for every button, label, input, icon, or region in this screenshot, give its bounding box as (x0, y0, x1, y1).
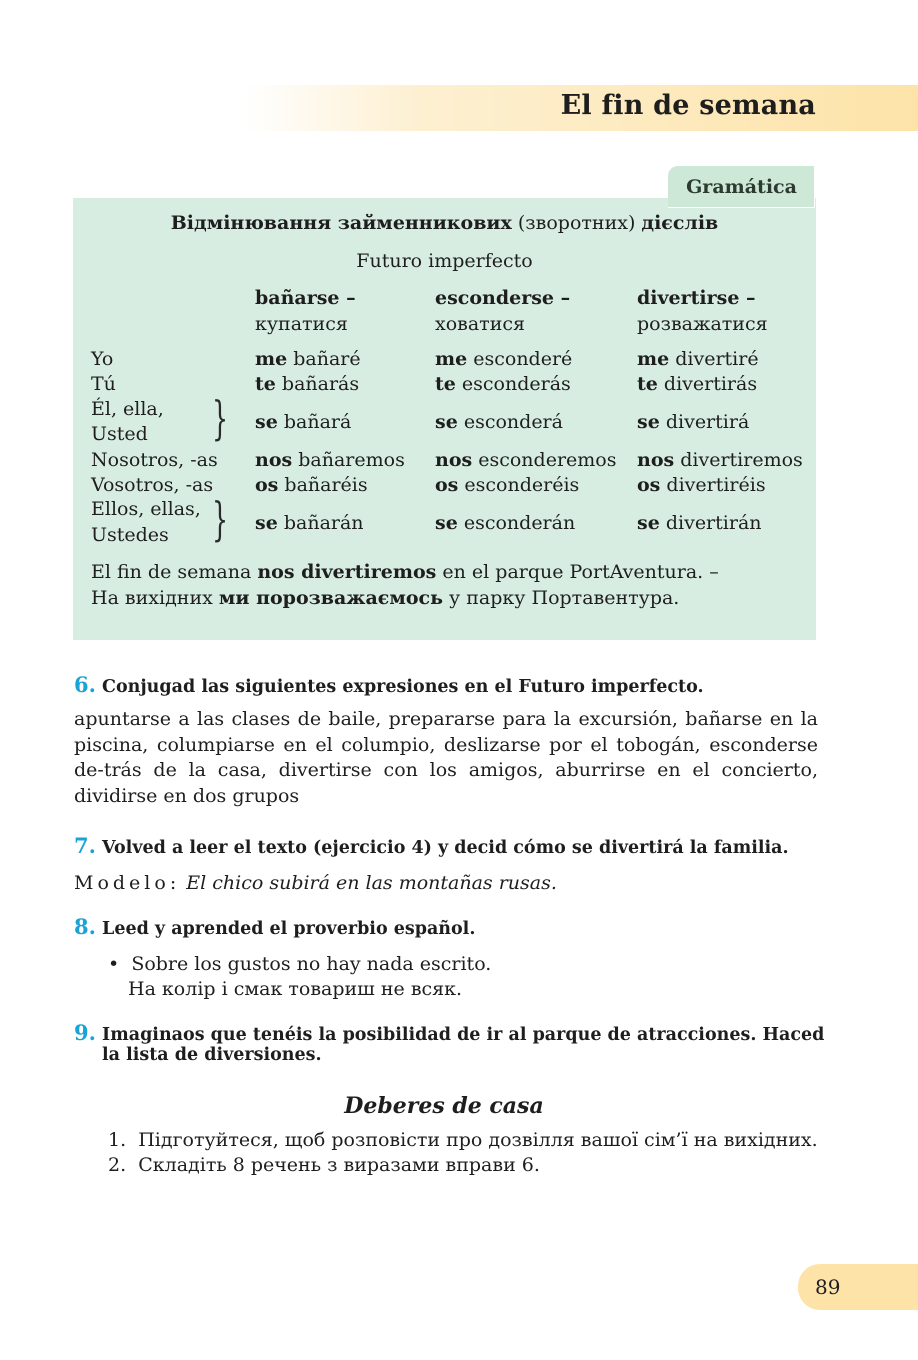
model-text: El chico subirá en las montañas rusas. (186, 872, 557, 894)
verb-form: divertiréis (666, 474, 766, 496)
reflexive-pronoun: nos (435, 449, 473, 471)
conjugation-cell (435, 512, 575, 534)
reflexive-pronoun: os (255, 474, 279, 496)
verb-translation: купатися (255, 313, 348, 335)
reflexive-pronoun: se (435, 512, 458, 534)
conjugation-cell (255, 411, 351, 433)
pronoun: Vosotros, -as (91, 474, 214, 496)
verb-header: bañarse – (255, 287, 356, 309)
example-sentence (91, 559, 719, 611)
verb-header: divertirse – (637, 287, 756, 309)
conjugation-cell (637, 411, 749, 433)
chapter-title: El fin de semana (560, 90, 816, 121)
verb-form: esconderás (461, 373, 571, 395)
pronoun: Nosotros, -as (91, 449, 218, 471)
reflexive-pronoun: se (255, 512, 278, 534)
conjugation-cell (255, 474, 368, 496)
pronoun: Ellos, ellas, (91, 498, 201, 520)
reflexive-pronoun: se (637, 512, 660, 534)
item-text: Складіть 8 речень з виразами вправи 6. (138, 1154, 540, 1176)
conjugation-cell (435, 373, 571, 395)
conjugation-cell (637, 474, 766, 496)
conjugation-cell (255, 373, 359, 395)
verb-form: bañarás (281, 373, 360, 395)
reflexive-pronoun: os (637, 474, 661, 496)
task-number: 9. (74, 1020, 96, 1045)
example-ukrainian (91, 585, 719, 611)
task-8-heading (74, 914, 475, 939)
verb-form: bañará (283, 411, 352, 433)
verb-form: esconderán (463, 512, 576, 534)
reflexive-pronoun: me (435, 348, 468, 370)
reflexive-pronoun: me (255, 348, 288, 370)
grammar-tab: Gramática (668, 166, 815, 208)
reflexive-pronoun: os (435, 474, 459, 496)
grammar-title (73, 212, 816, 234)
pronoun: Yo (91, 348, 114, 370)
conjugation-cell (255, 512, 364, 534)
grammar-box (73, 198, 816, 640)
pronoun: Usted (91, 423, 148, 445)
conjugation-cell (435, 348, 572, 370)
reflexive-pronoun: te (435, 373, 456, 395)
verb-form: divertirás (663, 373, 758, 395)
homework-item (108, 1128, 818, 1153)
item-number: 2. (108, 1154, 127, 1176)
task-number: 7. (74, 833, 96, 858)
verb-form: esconderemos (478, 449, 617, 471)
proverb-spanish (108, 952, 491, 977)
conjugation-cell (255, 348, 361, 370)
verb-form: divertiré (675, 348, 759, 370)
task-number: 8. (74, 914, 96, 939)
conjugation-cell (637, 512, 762, 534)
reflexive-pronoun: nos (637, 449, 675, 471)
bullet-icon: • (108, 953, 120, 975)
verb-form: esconderá (463, 411, 563, 433)
verb-form: divertirán (665, 512, 762, 534)
verb-translation: розважатися (637, 313, 768, 335)
reflexive-pronoun: te (637, 373, 658, 395)
reflexive-pronoun: se (637, 411, 660, 433)
verb-form: esconderéis (464, 474, 580, 496)
proverb-ukrainian: На колір і смак товариш не всяк. (128, 978, 463, 1000)
item-number: 1. (108, 1129, 127, 1151)
verb-form: divertirá (665, 411, 750, 433)
example-text: у парку Портавентура. (449, 587, 680, 609)
reflexive-pronoun: nos (255, 449, 293, 471)
homework-title: Deberes de casa (344, 1093, 544, 1119)
task-6-heading (74, 672, 704, 697)
homework-item (108, 1153, 818, 1178)
verb-form: bañaréis (284, 474, 368, 496)
brace-icon: } (212, 391, 229, 445)
model-label: Modelo: (74, 872, 181, 894)
example-highlight: nos divertiremos (257, 561, 437, 583)
reflexive-pronoun: se (255, 411, 278, 433)
grammar-title-paren: (зворотних) (517, 212, 636, 234)
homework-list (108, 1128, 818, 1178)
example-text: El fin de semana (91, 561, 252, 583)
grammar-title-bold-end: дієслів (641, 212, 719, 234)
verb-form: bañarán (283, 512, 364, 534)
conjugation-cell (637, 449, 803, 471)
task-title: Volved a leer el texto (ejercicio 4) y decid cómo se divertirá la familia. (102, 838, 789, 858)
verb-form: divertiremos (680, 449, 803, 471)
task-9-heading-cont: la lista de diversiones. (102, 1045, 322, 1065)
item-text: Підготуйтеся, щоб розповісти про дозвілля вашої сім’ї на вихідних. (138, 1129, 818, 1151)
example-spanish (91, 559, 719, 585)
tense-label: Futuro imperfecto (356, 250, 533, 272)
task-title: Conjugad las siguientes expresiones en el Futuro imperfecto. (102, 677, 704, 697)
conjugation-cell (637, 348, 759, 370)
page-number: 89 (798, 1264, 918, 1310)
reflexive-pronoun: se (435, 411, 458, 433)
reflexive-pronoun: me (637, 348, 670, 370)
conjugation-cell (435, 411, 563, 433)
verb-form: bañaré (293, 348, 361, 370)
conjugation-cell (435, 449, 617, 471)
grammar-title-bold: Відмінювання займенникових (170, 212, 512, 234)
task-title: Leed y aprended el proverbio español. (102, 919, 476, 939)
verb-form: esconderé (473, 348, 573, 370)
verb-translation: ховатися (435, 313, 525, 335)
task-7-heading (74, 833, 789, 858)
conjugation-cell (435, 474, 579, 496)
model-line (74, 872, 557, 894)
proverb-text: Sobre los gustos no hay nada escrito. (131, 953, 492, 975)
verb-form: bañaremos (298, 449, 405, 471)
example-text: На вихідних (91, 587, 213, 609)
pronoun: Él, ella, (91, 398, 164, 420)
reflexive-pronoun: te (255, 373, 276, 395)
task-number: 6. (74, 672, 96, 697)
pronoun: Tú (91, 373, 116, 395)
verb-header: esconderse – (435, 287, 571, 309)
task-title: Imaginaos que tenéis la posibilidad de ir al parque de atracciones. Haced (102, 1025, 825, 1045)
task-6-body: apuntarse a las clases de baile, prepararse para la excursión, bañarse en la piscina, columpiarse en el columpio, deslizarse por el tobogán, esconderse de-trás de la casa, divertirse con los amigos, aburrirse en el concierto, dividirse en dos grupos (74, 708, 818, 807)
example-highlight: ми порозважаємось (218, 587, 443, 609)
proverb (108, 952, 491, 1002)
conjugation-cell (255, 449, 405, 471)
pronoun: Ustedes (91, 524, 169, 546)
brace-icon: } (212, 492, 229, 546)
conjugation-cell (637, 373, 757, 395)
task-9-heading (74, 1020, 824, 1045)
example-text: en el parque PortAventura. – (442, 561, 719, 583)
